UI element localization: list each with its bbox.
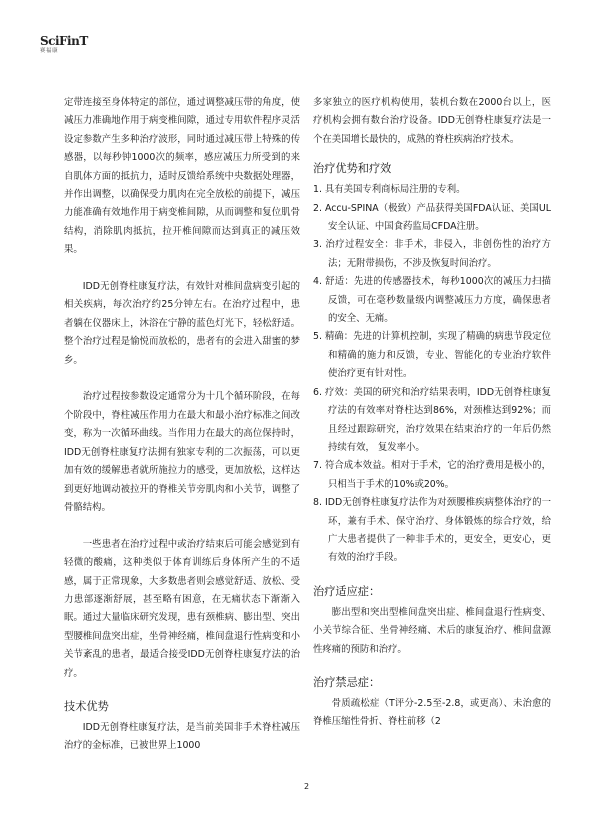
- list-item: 4. 舒适：先进的传感器技术，每秒1000次的减压力扫描反馈，可在毫秒数量级内调整减压力方度，确保患者的安全、无痛。: [313, 276, 551, 325]
- page-number: 2: [303, 782, 310, 791]
- list-item: 5. 精确：先进的计算机控制，实现了精确的病患节段定位和精确的施力和反馈，专业、智能化的专业治疗软件使治疗更有针对性。: [313, 331, 551, 380]
- section-heading-contraindications: 治疗禁忌症：: [313, 675, 381, 689]
- advantages-list: [313, 181, 551, 568]
- body-paragraph: IDD无创脊柱康复疗法，有效针对椎间盘病变引起的相关疾病，每次治疗约25分钟左右。在治疗过程中，患者躺在仪器床上，沐浴在宁静的蓝色灯光下，轻松舒适。整个治疗过程是愉悦而放松的，患者有的会进入甜蜜的梦乡。: [64, 281, 300, 366]
- list-item: 2. Accu-SPINA（极致）产品获得美国FDA认证、美国UL安全认证、中国食药监局CFDA注册。: [313, 202, 551, 233]
- list-item: 6. 疗效：美国的研究和治疗结果表明，IDD无创脊柱康复疗法的有效率对脊柱达到86%，对颈椎达到92%；而且经过跟踪研究，治疗效果在结束治疗的一年后仍然持续有效， 复发率小。: [313, 386, 551, 453]
- body-paragraph: 膨出型和突出型椎间盘突出症、椎间盘退行性病变、小关节综合征、坐骨神经痛、术后的康复治疗、椎间盘源性疼痛的预防和治疗。: [313, 606, 551, 655]
- right-column: [313, 94, 551, 732]
- body-paragraph: IDD无创脊柱康复疗法，是当前美国非手术脊柱减压治疗的金标准，已被世界上1000: [64, 721, 300, 752]
- section-heading-indications: 治疗适应症：: [313, 584, 381, 598]
- body-paragraph: 一些患者在治疗过程中或治疗结束后可能会感觉到有轻微的酸痛，这种类似于体育训练后身体所产生的不适感，属于正常现象，大多数患者则会感觉舒适、放松、受力患部逐渐舒展，甚至略有困意，在无痛状态下渐渐入眠。通过大量临床研究发现，患有颈椎病、膨出型、突出型腰椎间盘突出症，坐骨神经痛，椎间盘退行性病变和小关节紊乱的患者，最适合接受IDD无创脊柱康复疗法的治疗。: [64, 538, 300, 679]
- list-item: 8. IDD无创脊柱康复疗法作为对颈腰椎疾病整体治疗的一环，兼有手术、保守治疗、身体锻炼的综合疗效，给广大患者提供了一种非手术的，更安全，更安心，更有效的治疗手段。: [313, 497, 551, 564]
- body-paragraph: 治疗过程按参数设定通常分为十几个循环阶段，在每个阶段中，脊柱减压作用力在最大和最小治疗标准之间改变，称为一次循环曲线。当作用力在最大的高位保持时，IDD无创脊柱康复疗法拥有独家专利的二次振荡，可以更加有效的缓解患者就所施拉力的感受，更加放松，这样达到更好地调动被拉开的脊椎关节旁肌肉和小关节，调整了骨骼结构。: [64, 391, 300, 513]
- logo-text: SciFinT: [40, 34, 88, 48]
- left-column: [64, 94, 300, 756]
- list-item: 3. 治疗过程安全：非手术，非侵入，非创伤性的治疗方法；无附带损伤，不涉及恢复时间治疗。: [313, 239, 551, 269]
- brand-logo: [40, 34, 96, 60]
- logo-subtext: 赛福康: [40, 48, 59, 54]
- section-heading-tech: 技术优势: [64, 699, 109, 713]
- section-heading-advantages: 治疗优势和疗效: [313, 162, 392, 176]
- list-item: 7. 符合成本效益。相对于手术，它的治疗费用是极小的，只相当于手术的10%或20%。: [313, 460, 551, 490]
- list-item: 1. 具有美国专利商标局注册的专利。: [313, 184, 466, 196]
- body-paragraph: 多家独立的医疗机构使用，装机台数在2000台以上，医疗机构会拥有数台治疗设备。IDD无创脊柱康复疗法是一个在美国增长最快的，成熟的脊柱疾病治疗技术。: [313, 97, 551, 145]
- body-paragraph: 骨质疏松症（T评分-2.5至-2.8，或更高）、未治愈的脊椎压缩性骨折、脊柱前移（2: [313, 697, 551, 728]
- body-paragraph: 定带连接至身体特定的部位，通过调整减压带的角度，使减压力准确地作用于病变椎间隙，通过专用软件程序灵活设定参数产生多种治疗波形，同时通过减压带上特殊的传感器，以每秒钟1000次的频率，感应减压力所受到的来自肌体方面的抵抗力，适时反馈给系统中央数据处理器，并作出调整，以确保受力肌肉在完全放松的前提下，减压力能准确有效地作用于病变椎间隙，从而调整和复位肌骨结构，消除肌肉抵抗，拉开椎间隙而达到真正的减压效果。: [64, 97, 300, 256]
